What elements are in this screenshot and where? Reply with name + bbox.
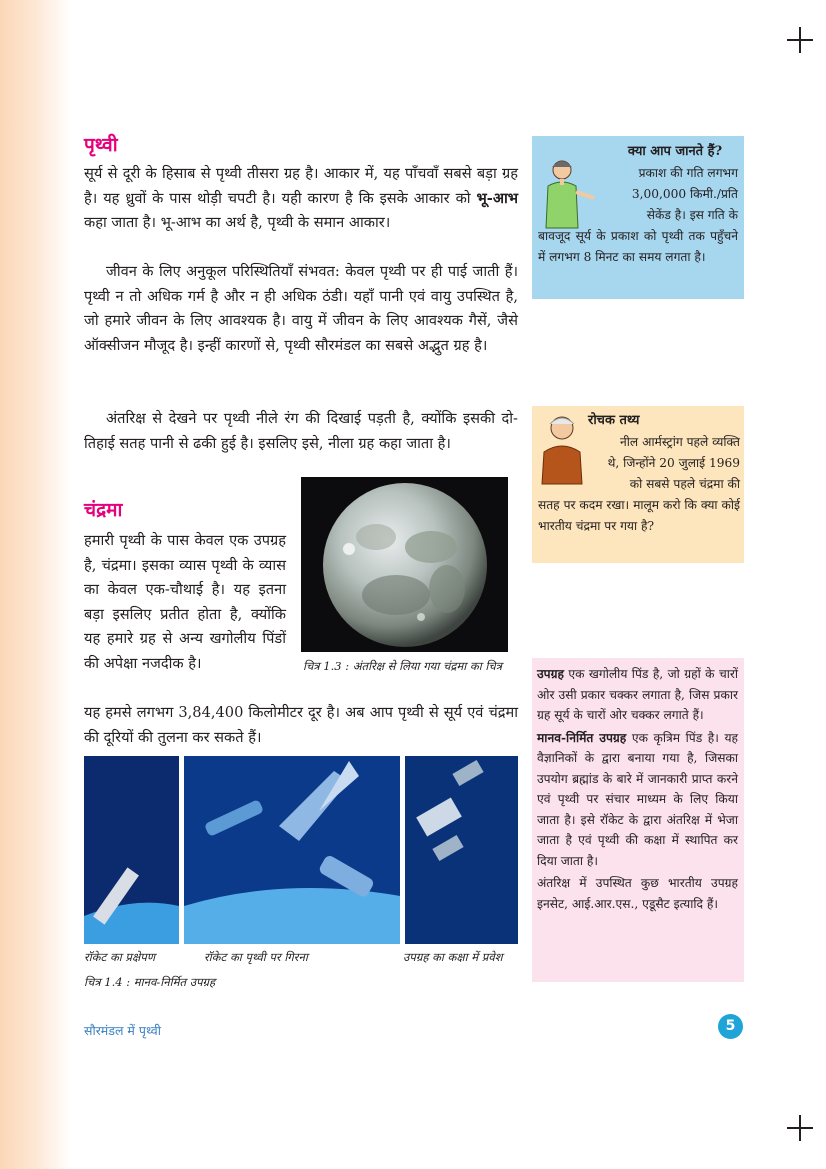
moon-paragraph-1: हमारी पृथ्वी के पास केवल एक उपग्रह है, चंद्रमा। इसका व्यास पृथ्वी के व्यास का केवल एक-चौथाई है। यह इतना बड़ा इसलिए प्रतीत होता है, क्योंकि यह हमारे ग्रह से अन्य खगोलीय पिंडों की अपेक्षा नजदीक है। (84, 532, 286, 672)
did-you-know-line-2: 3,00,000 किमी./प्रति (631, 187, 738, 201)
page-number-badge: 5 (718, 1014, 743, 1039)
figure-1-4-caption: चित्र 1.4 : मानव-निर्मित उपग्रह (84, 975, 216, 989)
satellite-definition (537, 664, 738, 726)
did-you-know-text: बावजूद सूर्य के प्रकाश को पृथ्वी तक पहुँचने में लगभग 8 मिनट का समय लगता है। (538, 229, 738, 264)
moon-illustration (301, 477, 508, 652)
satellite-text: एक खगोलीय पिंड है, जो ग्रहों के चारों ओर उसी प्रकार चक्कर लगाता है, जिस प्रकार ग्रह सूर्य के चारों ओर चक्कर लगाते हैं। (537, 667, 738, 722)
earth-paragraph-1 (84, 162, 518, 236)
satellite-launch-figure (84, 756, 518, 944)
did-you-know-line-1: प्रकाश की गति लगभग (638, 166, 738, 180)
page-edge-gradient (0, 0, 70, 1169)
interesting-fact-box (532, 406, 744, 563)
launch-label: रॉकेट का प्रक्षेपण (84, 950, 156, 964)
earth-paragraph-2: जीवन के लिए अनुकूल परिस्थितियाँ संभवत: केवल पृथ्वी पर ही पाई जाती हैं। पृथ्वी न तो अधिक गर्म है और न ही अधिक ठंडी। यहाँ पानी एवं वायु उपस्थित है, जो हमारे जीवन के लिए आवश्यक है। वायु में जीवन के लिए आवश्यक गैसें, जैसे ऑक्सीजन मौजूद है। इन्हीं कारणों से, पृथ्वी सौरमंडल का सबसे अद्भुत ग्रह है। (84, 263, 518, 354)
moon-paragraph-2: यह हमसे लगभग 3,84,400 किलोमीटर दूर है। अब आप पृथ्वी से सूर्य एवं चंद्रमा की दूरियों की तुलना कर सकते हैं। (84, 704, 518, 746)
earth-p1-text: सूर्य से दूरी के हिसाब से पृथ्वी तीसरा ग्रह है। आकार में, यह पाँचवाँ सबसे बड़ा ग्रह है। यह ध्रुवों के पास थोड़ी चपटी है। यही कारण है कि इसके आकार को (84, 165, 518, 207)
satellite-launch-illustration (84, 756, 518, 944)
moon-photo (301, 477, 508, 652)
did-you-know-line-3: सेकेंड है। इस गति के (646, 208, 738, 222)
rocket-fall-label: रॉकेट का पृथ्वी पर गिरना (204, 950, 308, 964)
crop-mark-icon (787, 27, 813, 53)
earth-p1-text-end: कहा जाता है। भू-आभ का अर्थ है, पृथ्वी के समान आकार। (84, 214, 391, 231)
interesting-fact-text: सतह पर कदम रखा। मालूम करो कि क्या कोई भारतीय चंद्रमा पर गया है? (538, 498, 740, 533)
interesting-fact-line-2: थे, जिन्होंने 20 जुलाई 1969 (607, 456, 740, 470)
orbit-entry-label: उपग्रह का कक्षा में प्रवेश (403, 950, 503, 964)
interesting-fact-title: रोचक तथ्य (588, 413, 640, 428)
moon-heading: चंद्रमा (84, 499, 123, 521)
interesting-fact-line-3: को सबसे पहले चंद्रमा की (629, 477, 740, 491)
did-you-know-box (532, 136, 744, 299)
moon-figure-caption: चित्र 1.3 : अंतरिक्ष से लिया गया चंद्रमा का चित्र (303, 659, 502, 673)
did-you-know-title: क्या आप जानते हैं? (627, 144, 723, 159)
teacher-icon (538, 158, 596, 234)
satellite-definition-box (532, 658, 744, 982)
artificial-satellite-text: एक कृत्रिम पिंड है। यह वैज्ञानिकों के द्वारा बनाया गया है, जिसका उपयोग ब्रह्मांड के बारे में जानकारी प्राप्त करने एवं पृथ्वी पर संचार माध्यम के लिए किया जाता है। इसे रॉकेट के द्वारा अंतरिक्ष में भेजा जाता है एवं पृथ्वी की कक्षा में स्थापित कर दिया जाता है। (537, 730, 738, 868)
interesting-fact-line-1: नील आर्मस्ट्रांग पहले व्यक्ति (620, 435, 740, 449)
satellite-term: उपग्रह (537, 667, 564, 681)
artificial-satellite-term: मानव-निर्मित उपग्रह (537, 730, 627, 745)
chapter-footer: सौरमंडल में पृथ्वी (84, 1023, 161, 1038)
old-man-icon (536, 412, 588, 486)
crop-mark-icon (787, 1115, 813, 1141)
artificial-satellite-definition (537, 728, 738, 872)
earth-heading: पृथ्वी (84, 134, 118, 156)
geoid-term: भू-आभ (476, 189, 518, 207)
earth-paragraph-3: अंतरिक्ष से देखने पर पृथ्वी नीले रंग की दिखाई पड़ती है, क्योंकि इसकी दो-तिहाई सतह पानी से ढकी हुई है। इसलिए इसे, नीला ग्रह कहा जाता है। (84, 410, 518, 452)
indian-satellites-text: अंतरिक्ष में उपस्थित कुछ भारतीय उपग्रह इनसेट, आई.आर.एस., एडूसैट इत्यादि हैं। (537, 876, 738, 911)
